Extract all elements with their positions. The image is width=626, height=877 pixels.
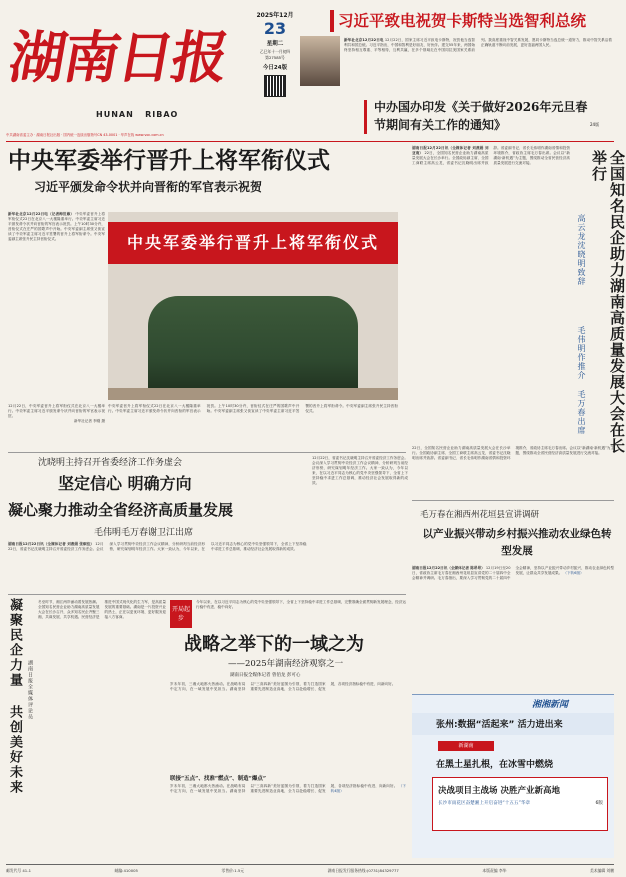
lead-body: 中央军委晋升上将军衔仪式22日在北京八一大楼隆重举行。中央军委主席习近平颁发命令状并向晋衔的军官表示祝贺。上午10时30分许，晋衔仪式在庄严的国歌声中开始。中央军委副主席张又侠宣读了中央军委主席习近平签署的晋升上将军衔命令。中央军委副主席张升民主持晋衔仪式。 — [8, 212, 105, 241]
date-year-month: 2025年12月 — [256, 12, 294, 19]
lead-subhead: 习近平颁发命令状并向晋衔的军官表示祝贺 — [34, 180, 263, 194]
conference-headline: 坚定信心 明确方向 — [58, 474, 192, 493]
promo-item-1[interactable] — [412, 713, 614, 735]
strategy-body-2: 岁末年初，三湘大地都火热涌动。在战略布局中定方向，在一域发展中见担当。湖南坚持以“三高四新”美好蓝图为引领，着力打造国家重要先进制造业高地，全力以赴稳增长、促发展，各项经济指标稳中有进、向新向好。 — [170, 784, 398, 793]
promo-item-2-text: 在黑土星扎根，在冰雪中燃烧 — [436, 760, 554, 770]
masthead-pinyin: HUNAN RIBAO — [96, 110, 179, 119]
commentary-body: 冬至时节，湘江两岸涌动着发展热潮。全国知名民营企业助力湖南高质量发展大会在长沙召开，众多知名民企齐聚三湘，共谋发展、共享机遇。民营经济是推进中国式现代化的生力军，是高质量发展的重要基础。湖南是一片投资兴业的热土，正在以更优环境、更好服务迎接八方客商。 — [38, 600, 166, 619]
promo-item-1-text: 张州:数据“活起来” 活力进出来 — [436, 720, 563, 730]
notice-headline: 中办国办印发《关于做好2026年元旦春节期间有关工作的通知》 — [374, 100, 588, 132]
right-divider — [412, 500, 614, 501]
top-story — [300, 6, 614, 92]
lead-photo-floor — [108, 388, 398, 400]
footer-phone: 湖南日报发行服务热线:(0731)84329777 — [327, 868, 399, 873]
promo-brand: 湘湘新闻 — [532, 700, 569, 710]
promo-box — [412, 694, 614, 858]
date-lunar: 乙巳年十一月初四 — [259, 49, 291, 54]
conference-text-right — [312, 456, 408, 542]
strategy-box — [170, 600, 406, 850]
date-issue: 第27585号 — [265, 55, 285, 60]
footer-price: 零售价:1.5元 — [221, 868, 245, 873]
masthead — [6, 6, 250, 146]
lead-caption: 12月22日，中央军委晋升上将军衔仪式在北京八一大楼举行。中央军委主席习近平颁发命令状并向晋衔的军官表示祝贺。 — [8, 404, 105, 418]
congress-body: 22日，全国知名民营企业助力湖南高质量发展大会在长沙举行。全国政协副主席、全国工商联主席高云龙，省委书记沈晓明出席并致辞。省委副书记、省长毛伟明作湖南省情和投资环境推介，省政协主席毛万春出席。会议以“新湖南·新机遇”为主题，围绕推动全省民营经济高质量发展进行交流对接。 — [412, 146, 570, 165]
top-story-headline: 习近平致电祝贺卡斯特当选智利总统 — [338, 11, 587, 30]
lead-photo — [108, 212, 398, 400]
footer-rule — [6, 864, 614, 865]
footer-zip: 邮编:410005 — [114, 868, 138, 873]
qr-code-icon — [264, 75, 286, 97]
congress-byline: 毛伟明作推介 毛万春出席 — [577, 326, 586, 435]
commentary-text — [38, 600, 166, 856]
footer-code: 邮发代号 41-1 — [6, 868, 32, 873]
congress-dateline: 湖南日报12月22日讯（全媒体记者 刘燕娟 刘亚南） — [412, 146, 489, 155]
xiangxi-continued: （下转6版） — [563, 571, 584, 575]
congress-headline: 全国知名民企助力湖南高质量发展大会在长举行 — [590, 150, 626, 454]
masthead-rule — [6, 141, 614, 142]
lead-dateline: 新华社北京12月22日电（记者梅世雄） — [8, 212, 75, 216]
commentary-headline: 凝聚民企力量 共创美好未来 — [7, 598, 22, 795]
lead-text — [8, 212, 105, 402]
conference-text — [8, 542, 408, 592]
footer-editor: 本版责编 李华 — [482, 868, 507, 873]
strategy-tagline: 联接“五点”、找准“燃点”、制造“爆点” — [170, 776, 266, 782]
promo-item-3-text: 决战项目主战场 决胜产业新高地 — [438, 786, 560, 796]
lead-body-more: 中央军委晋升上将军衔仪式22日在北京八一大楼隆重举行。中央军委主席习近平颁发命令状并向晋衔的军官表示祝贺。上午10时30分许，晋衔仪式在庄严的国歌声中开始。中央军委副主席张又侠宣读了中央军委主席习近平签署的晋升上将军衔命令。中央军委副主席张升民主持晋衔仪式。 — [108, 404, 398, 413]
xiangxi-kicker: 毛万春在湘西州花垣县宣讲调研 — [420, 510, 540, 520]
lead-photo-banner: 中央军委举行晋升上将军衔仪式 — [108, 222, 398, 264]
masthead-title: 湖南日报 — [4, 25, 232, 91]
promo-item-3-page: 6版 — [595, 801, 603, 806]
lead-caption-wrap — [8, 404, 105, 444]
date-pages: 今日24版 — [262, 65, 288, 71]
congress-byline-pre: 高云龙沈晓明致辞 — [577, 214, 586, 286]
strategy-body: 岁末年初，三湘大地都火热涌动。在战略布局中定方向，在一域发展中见担当。湖南坚持以“三高四新”美好蓝图为引领，着力打造国家重要先进制造业高地，全力以赴稳增长、促发展，各项经济指标稳中有进、向新向好。 — [170, 682, 396, 691]
strategy-continued: （下转4版） — [330, 784, 406, 793]
lead-photo-officers — [148, 296, 358, 400]
xiangxi-body: 12月19日至20日，省政协主席毛万春在湘西州花垣县宣讲党的二十届四中全会精神并调研。毛万春指出，要深入学习贯彻党的二十届四中全会精神，坚持以产业振兴带动乡村振兴，推动农业绿色转型发展，让群众共享发展成果。 — [412, 566, 614, 580]
promo-item-3[interactable] — [432, 777, 608, 831]
date-box — [254, 10, 296, 130]
top-story-dateline: 新华社北京12月22日电 — [344, 38, 384, 42]
top-story-text — [344, 38, 612, 90]
date-weekday: 星期二 — [266, 41, 284, 47]
strategy-intro: 今年以来，在以习近平同志为核心的党中央坚强领导下，全省上下坚持稳中求进工作总基调，完整准确全面贯彻新发展理念，经济运行稳中有进、稳中向好。 — [196, 600, 406, 609]
strategy-text — [170, 682, 406, 774]
congress-text — [412, 146, 570, 442]
xiangxi-headline: 以产业振兴带动乡村振兴推动农业绿色转型发展 — [422, 528, 612, 557]
strategy-badge: 开局起步 — [170, 600, 192, 628]
masthead-tagline: 中共湖南省委主办 · 湖南日报社出版 · 国内统一连续出版物号CN 43-0001 · 华声在线 www.voc.com.cn — [6, 133, 164, 137]
footer-designer: 美术编辑 刘鹏 — [590, 868, 614, 873]
conference-headline-2: 凝心聚力推动全省经济高质量发展 — [8, 501, 234, 519]
lead-credit: 新华社记者 李刚 摄 — [73, 419, 105, 423]
notice-bar — [364, 100, 367, 134]
top-story-bar — [330, 10, 334, 32]
conference-body-right: 12月22日，省委书记沈晓明主持召开省委经济工作务虚会。会议深入学习贯彻中央经济工作会议精神，分析研判当前经济形势，研究谋划明年经济工作。大家一致认为，今年以来，在以习近平同志为核心的党中央坚强领导下，全省上下坚持稳中求进工作总基调，推动经济社会发展取得新的成效。 — [312, 456, 408, 485]
conference-body: 12月22日，省委书记沈晓明主持召开省委经济工作务虚会。会议深入学习贯彻中央经济工作会议精神，分析研判当前经济形势，研究谋划明年经济工作。大家一致认为，今年以来，在以习近平同志为核心的党中央坚强领导下，全省上下坚持稳中求进工作总基调，推动经济社会发展取得新的成效。 — [8, 542, 307, 551]
lead-divider — [8, 452, 406, 453]
notice-box — [364, 98, 614, 138]
notice-page-ref: 24版 — [590, 122, 600, 127]
congress-text-lower — [412, 446, 614, 496]
date-day: 23 — [263, 19, 287, 38]
strategy-subhead: ——2025年湖南经济观察之一 — [228, 659, 344, 669]
lead-headline: 中央军委举行晋升上将军衔仪式 — [8, 147, 330, 174]
xiangxi-dateline: 湖南日报12月22日讯（全媒体记者 陈昂昂） — [412, 566, 485, 570]
strategy-text-2 — [170, 784, 406, 844]
conference-divider — [8, 594, 406, 595]
promo-item-3-sub: 长沙市雨花区奋楚湘上开启奋进“十五五”华章 — [438, 801, 531, 806]
footer — [6, 866, 614, 876]
strategy-byline: 湖南日报全媒体记者 曾佰龙 彭可心 — [230, 673, 301, 678]
conference-kicker: 沈晓明主持召开省委经济工作务虚会 — [38, 458, 183, 468]
xiangxi-text — [412, 566, 614, 690]
conference-dateline: 湖南日报12月22日讯（全媒体记者 刘燕娟 张颐佳） — [8, 542, 95, 546]
lead-text-continued — [108, 404, 398, 452]
strategy-headline: 战略之举下的一域之为 — [184, 634, 364, 655]
top-story-photo — [300, 36, 340, 86]
promo-item-2[interactable] — [412, 753, 614, 775]
promo-badge: 新湖南 — [438, 741, 494, 751]
congress-body-lower: 22日，全国知名民营企业助力湖南高质量发展大会在长沙举行。全国政协副主席、全国工商联主席高云龙，省委书记沈晓明出席并致辞。省委副书记、省长毛伟明作湖南省情和投资环境推介，省政协主席毛万春出席。会议以“新湖南·新机遇”为主题，围绕推动全省民营经济高质量发展进行交流对接。 — [412, 446, 614, 460]
top-story-body: 12月22日，国家主席习近平致电卡斯特，祝贺他当选智利共和国总统。习近平指出，中国和智利是好朋友、好伙伴。建交55年来，两国始终坚持相互尊重、平等相待，互利共赢，在多个领域走在中国同拉美国家关系前列。我高度重视中智关系发展，愿同卡斯特当选总统一道努力，推动中智关系沿着正确轨道不断向前发展，更好造福两国人民。 — [344, 38, 612, 52]
conference-byline: 毛伟明毛万春谢卫江出席 — [94, 528, 194, 538]
commentary-author: 湖南日报全媒体评论员 — [27, 660, 33, 720]
